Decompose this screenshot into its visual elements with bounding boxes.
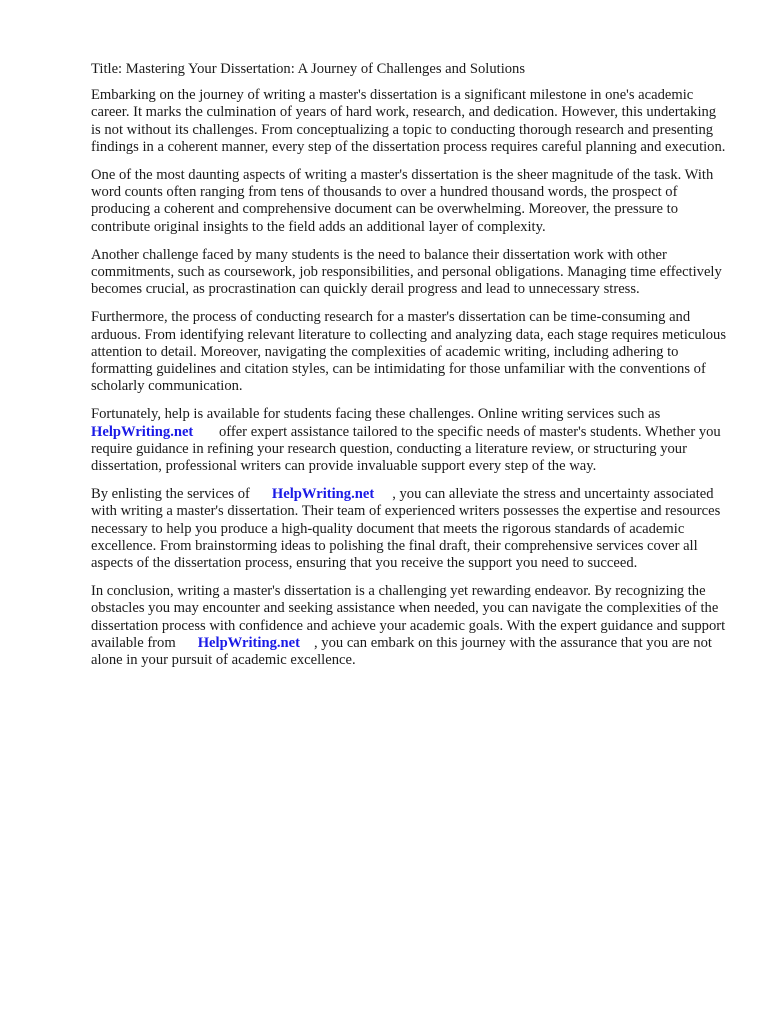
- paragraph-conclusion: [91, 583, 727, 669]
- helpwriting-link-3[interactable]: HelpWriting.net: [197, 634, 300, 651]
- helpwriting-link-2[interactable]: HelpWriting.net: [271, 486, 375, 503]
- document-title: Title: Mastering Your Dissertation: A Journey of Challenges and Solutions: [91, 61, 526, 77]
- paragraph-magnitude: One of the most daunting aspects of writing a master's dissertation is the sheer magnitude of the task. With word counts often ranging from tens of thousands to over a hundred thousand words, the prospect of producing a coherent and comprehensive document can be overwhelming. Moreover, the pressure to contribute original insights to the field adds an additional layer of complexity.: [91, 167, 714, 235]
- paragraph-conclusion-text-before: In conclusion, writing a master's dissertation is a challenging yet rewarding endeavor. By recognizing the obstacles you may encounter and seeking assistance when needed, you can navigate the complexities of the dissertation process with confidence and achieve your academic goals. With the expert guidance and support available from: [91, 583, 726, 651]
- document-page: [91, 61, 727, 680]
- paragraph-help-text-before: Fortunately, help is available for students facing these challenges. Online writing services such as: [91, 406, 661, 423]
- paragraph-research: Furthermore, the process of conducting research for a master's dissertation can be time-consuming and arduous. From identifying relevant literature to collecting and analyzing data, each stage requires meticulous attention to detail. Moreover, navigating the complexities of academic writing, including adhering to formatting guidelines and citation styles, can be intimidating for those unfamiliar with the conventions of scholarly communication.: [91, 309, 727, 395]
- paragraph-services-text-after: , you can alleviate the stress and uncertainty associated with writing a master's dissertation. Their team of experienced writers possesses the expertise and resources necessary to help you produce a high-quality document that meets the rigorous standards of academic excellence. From brainstorming ideas to polishing the final draft, their comprehensive services cover all aspects of the dissertation process, ensuring that you receive the support you need to succeed.: [91, 486, 721, 572]
- paragraph-services: [91, 486, 727, 572]
- helpwriting-link-1[interactable]: HelpWriting.net: [91, 423, 194, 440]
- paragraph-help-text-after: offer expert assistance tailored to the specific needs of master's students. Whether you require guidance in refining your research question, conducting a literature review, or structuring your dissertation, professional writers can provide invaluable support every step of the way.: [91, 423, 721, 475]
- paragraph-services-text-before: By enlisting the services of: [91, 486, 250, 503]
- paragraph-conclusion-text-after: , you can embark on this journey with the assurance that you are not alone in your pursuit of academic excellence.: [91, 634, 712, 669]
- paragraph-balance: Another challenge faced by many students is the need to balance their dissertation work with other commitments, such as coursework, job responsibilities, and personal obligations. Managing time effectively becomes crucial, as procrastination can quickly derail progress and lead to unnecessary stress.: [91, 246, 722, 298]
- paragraph-intro: Embarking on the journey of writing a master's dissertation is a significant milestone in one's academic career. It marks the culmination of years of hard work, research, and dedication. However, this undertaking is not without its challenges. From conceptualizing a topic to conducting thorough research and presenting findings in a coherent manner, every step of the dissertation process requires careful planning and execution.: [91, 87, 726, 155]
- paragraph-help: [91, 406, 727, 475]
